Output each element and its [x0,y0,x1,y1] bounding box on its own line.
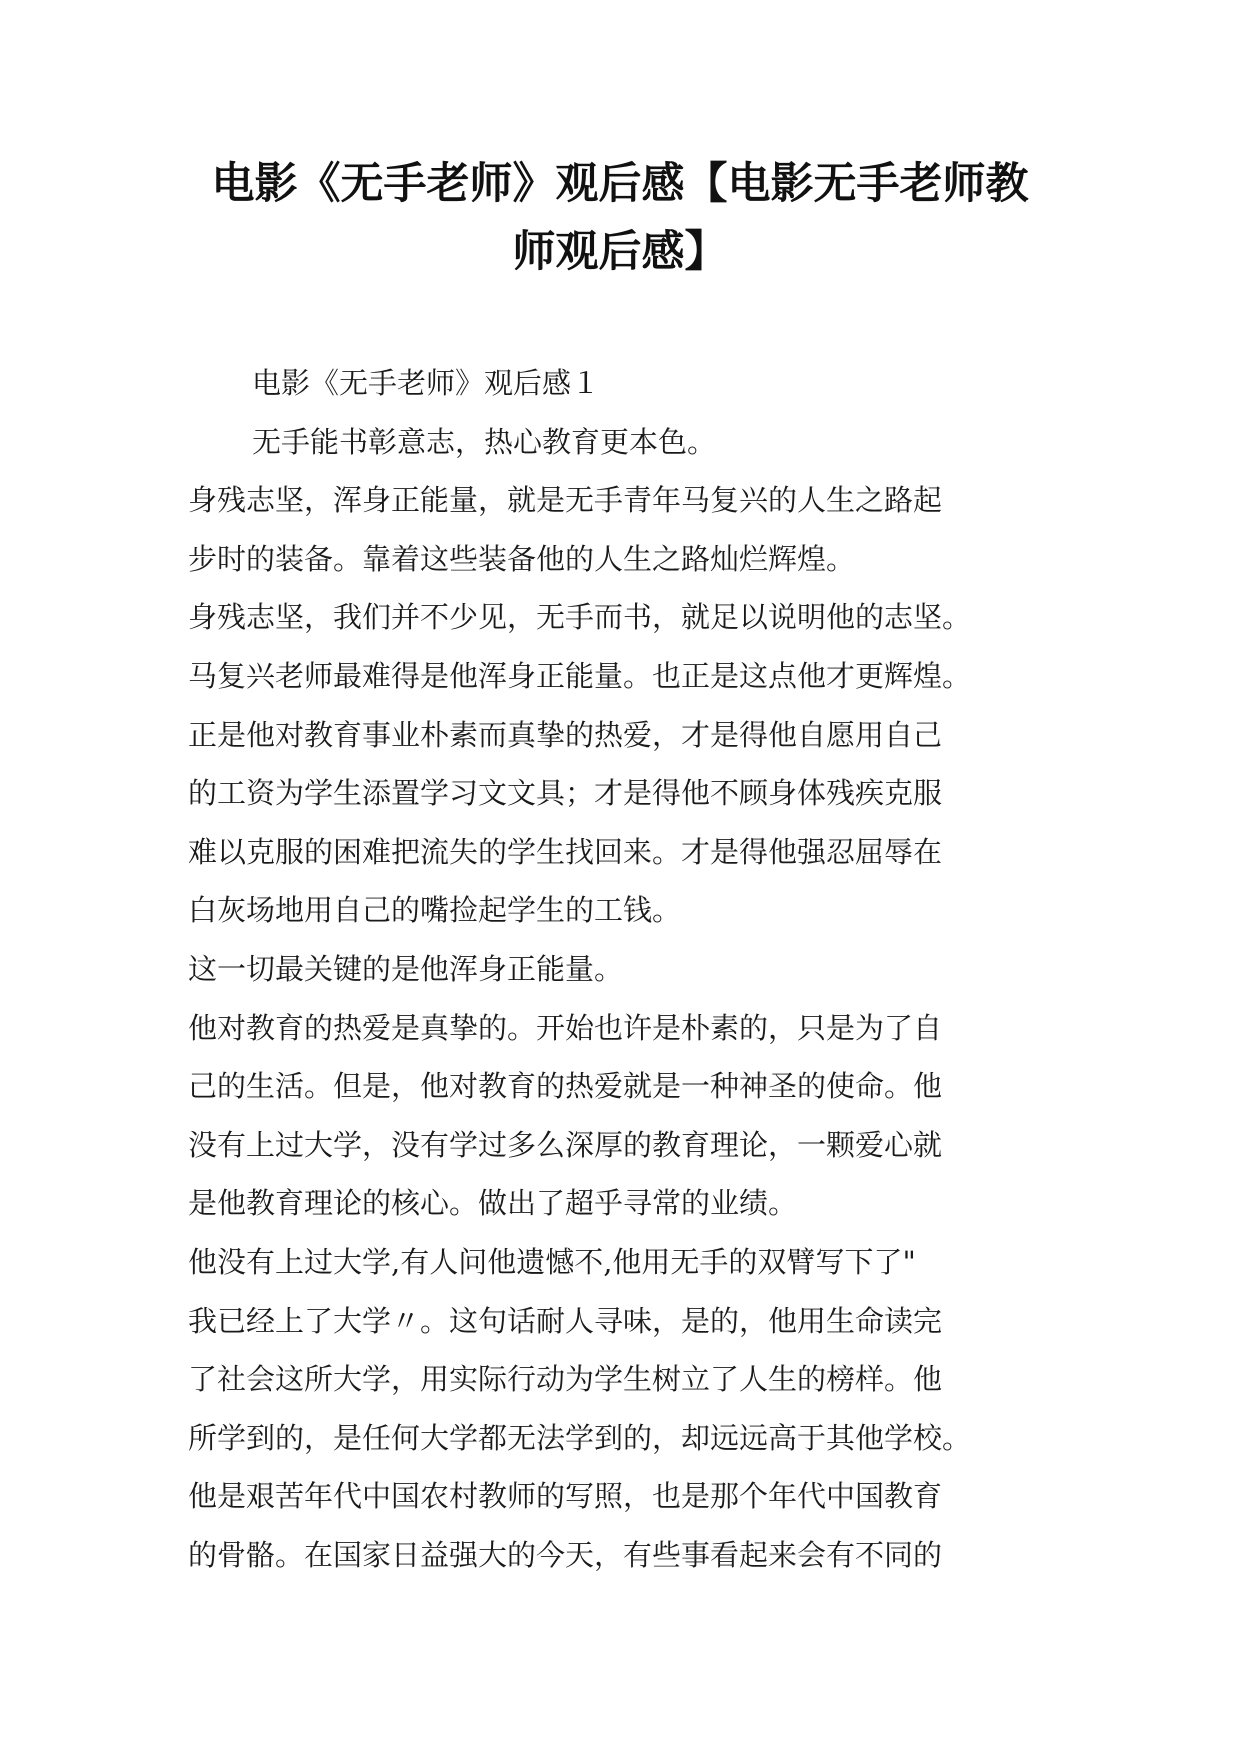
body-line: 身残志坚，浑身正能量，就是无手青年马复兴的人生之路起 [188,483,943,518]
body-line: 的工资为学生添置学习文文具；才是得他不顾身体残疾克服 [188,776,943,811]
title-line-2: 师观后感】 [512,227,728,277]
body-line: 身残志坚，我们并不少见，无手而书，就足以说明他的志坚。 [188,600,972,635]
body-line: 所学到的，是任何大学都无法学到的，却远远高于其他学校。 [188,1420,972,1455]
body-line: 他对教育的热爱是真挚的。开始也许是朴素的，只是为了自 [188,1010,943,1045]
body-line: 他是艰苦年代中国农村教师的写照，也是那个年代中国教育 [188,1479,943,1514]
body-line: 步时的装备。靠着这些装备他的人生之路灿烂辉煌。 [188,541,856,576]
body-line: 电影《无手老师》观后感１ [252,366,601,400]
body-line: 没有上过大学，没有学过多么深厚的教育理论，一颗爱心就 [188,1127,943,1162]
body-line: 了社会这所大学，用实际行动为学生树立了人生的榜样。他 [188,1362,943,1397]
body-line: 的骨骼。在国家日益强大的今天，有些事看起来会有不同的 [188,1537,943,1572]
document-body [188,354,1068,1584]
body-line: 这一切最关键的是他浑身正能量。 [188,951,624,986]
body-line: 无手能书彰意志，热心教育更本色。 [252,424,717,459]
body-line: 难以克服的困难把流失的学生找回来。才是得他强忍屈辱在 [188,834,943,869]
body-line: 是他教育理论的核心。做出了超乎寻常的业绩。 [188,1186,798,1221]
document-title [150,150,1090,286]
body-line: 正是他对教育事业朴素而真挚的热爱，才是得他自愿用自己 [188,717,943,752]
title-line-1: 电影《无手老师》观后感【电影无手老师教 [211,159,1029,209]
body-line: 他没有上过大学,有人问他遗憾不,他用无手的双臂写下了" [188,1244,916,1279]
body-line: 己的生活。但是，他对教育的热爱就是一种神圣的使命。他 [188,1069,943,1104]
body-line: 白灰场地用自己的嘴捡起学生的工钱。 [188,893,682,928]
body-line: 我已经上了大学〃。这句话耐人寻味，是的，他用生命读完 [188,1303,943,1338]
body-line: 马复兴老师最难得是他浑身正能量。也正是这点他才更辉煌。 [188,658,972,693]
